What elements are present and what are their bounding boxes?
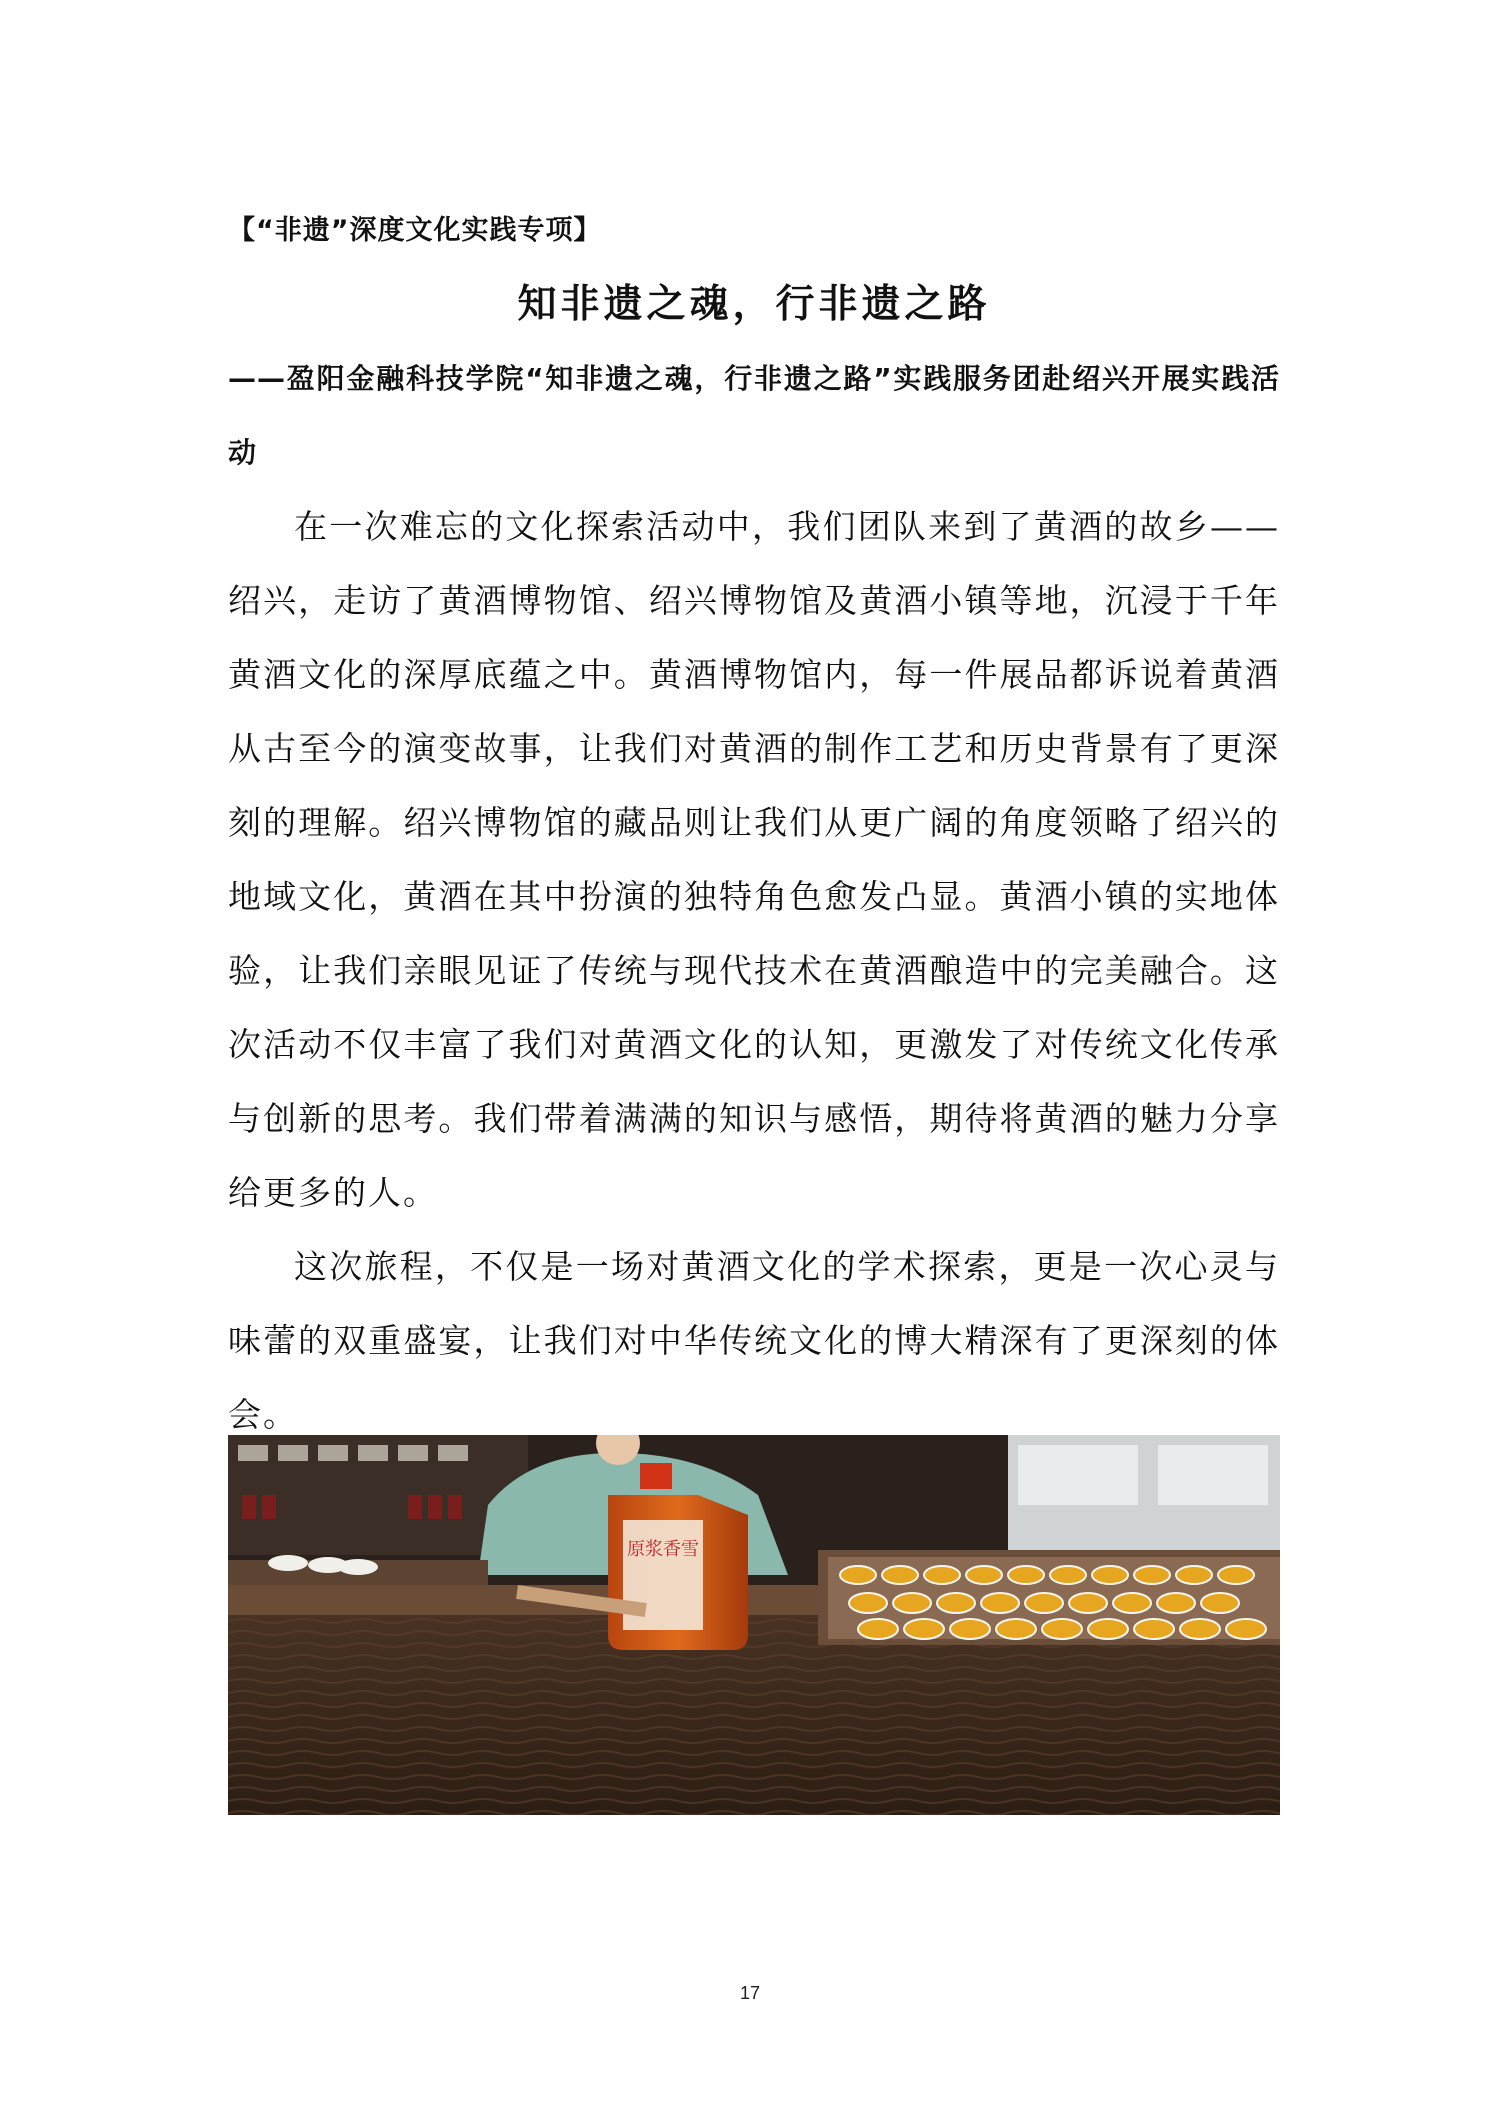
wine-tasting-photo — [228, 1435, 1280, 1815]
article-body — [228, 196, 1280, 1452]
page-number: 17 — [739, 1983, 761, 2003]
bottle-label: 原浆香雪 — [627, 1539, 699, 1560]
section-tag: 【“非遗”深度文化实践专项】 — [228, 215, 602, 246]
article-title: 知非遗之魂，行非遗之路 — [517, 281, 991, 327]
paragraph: 这次旅程，不仅是一场对黄酒文化的学术探索，更是一次心灵与味蕾的双重盛宴，让我们对中华传统文化的博大精深有了更深刻的体会。 — [228, 1247, 1280, 1434]
paragraph: 在一次难忘的文化探索活动中，我们团队来到了黄酒的故乡——绍兴，走访了黄酒博物馆、绍兴博物馆及黄酒小镇等地，沉浸于千年黄酒文化的深厚底蕴之中。黄酒博物馆内，每一件展品都诉说着黄酒从古至今的演变故事，让我们对黄酒的制作工艺和历史背景有了更深刻的理解。绍兴博物馆的藏品则让我们从更广阔的角度领略了绍兴的地域文化，黄酒在其中扮演的独特角色愈发凸显。黄酒小镇的实地体验，让我们亲眼见证了传统与现代技术在黄酒酿造中的完美融合。这次活动不仅丰富了我们对黄酒文化的认知，更激发了对传统文化传承与创新的思考。我们带着满满的知识与感悟，期待将黄酒的魅力分享给更多的人。 — [228, 507, 1280, 1212]
article-subtitle: ——盈阳金融科技学院“知非遗之魂，行非遗之路”实践服务团赴绍兴开展实践活动 — [228, 362, 1280, 469]
